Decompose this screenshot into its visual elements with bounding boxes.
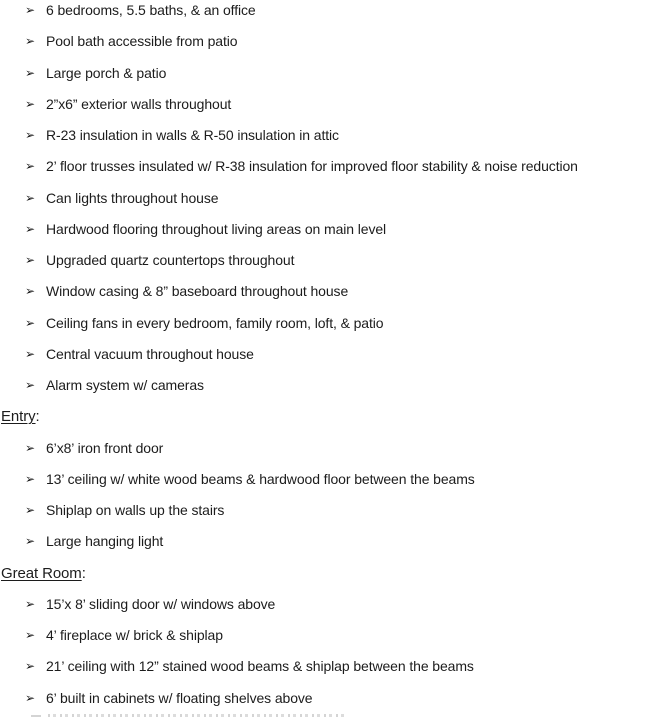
arrow-bullet-icon: ➢ [25, 253, 35, 267]
list-item [0, 314, 653, 345]
list-item [0, 251, 653, 282]
section-heading-entry [0, 407, 653, 438]
list-item-text: Ceiling fans in every bedroom, family room, loft, & patio [46, 314, 384, 331]
arrow-bullet-icon: ➢ [25, 596, 35, 611]
list-item [0, 595, 653, 626]
list-item [0, 345, 653, 376]
list-item [0, 501, 653, 532]
list-item [0, 95, 653, 126]
list-item-text: 6’ built in cabinets w/ floating shelves above [46, 689, 313, 706]
arrow-bullet-icon: ➢ [25, 659, 35, 674]
list-item-text: 4’ fireplace w/ brick & shiplap [46, 627, 223, 643]
section-heading-colon: : [35, 408, 40, 426]
list-item [0, 1, 653, 32]
section-heading-great-room [0, 564, 653, 595]
list-item-text: Large hanging light [46, 533, 164, 550]
list-item [0, 189, 653, 220]
list-item [0, 32, 653, 63]
section-heading-colon: : [81, 564, 86, 582]
clipped-line-bullet-fragment [31, 715, 41, 717]
list-item [0, 532, 653, 563]
list-item-text: Central vacuum throughout house [46, 345, 254, 362]
list-item-text: Can lights throughout house [46, 189, 219, 206]
list-item-text: 6’x8’ iron front door [46, 439, 164, 456]
arrow-bullet-icon: ➢ [25, 346, 35, 361]
arrow-bullet-icon: ➢ [25, 315, 35, 330]
list-item-text: R-23 insulation in walls & R-50 insulation in attic [46, 127, 339, 143]
list-item-text: 13’ ceiling w/ white wood beams & hardwood floor between the beams [46, 470, 475, 487]
arrow-bullet-icon: ➢ [25, 159, 35, 174]
arrow-bullet-icon: ➢ [25, 378, 35, 392]
list-item-text: Large porch & patio [46, 64, 167, 81]
list-item [0, 376, 653, 407]
list-item [0, 439, 653, 470]
arrow-bullet-icon: ➢ [25, 3, 35, 17]
list-item-text: 15’x 8’ sliding door w/ windows above [46, 595, 276, 612]
list-item-text: Window casing & 8” baseboard throughout house [46, 283, 349, 300]
list-item [0, 157, 653, 188]
arrow-bullet-icon: ➢ [25, 534, 35, 549]
list-item-text: Hardwood flooring throughout living areas on main level [46, 220, 387, 237]
section-heading-text: Great Room [1, 564, 82, 582]
section-heading-text: Entry [1, 408, 36, 426]
list-item [0, 126, 653, 157]
list-item [0, 470, 653, 501]
list-item [0, 657, 653, 688]
list-item [0, 282, 653, 313]
list-item-text: 2”x6” exterior walls throughout [46, 95, 232, 112]
arrow-bullet-icon: ➢ [25, 128, 35, 142]
arrow-bullet-icon: ➢ [25, 690, 35, 705]
list-item [0, 626, 653, 657]
arrow-bullet-icon: ➢ [25, 440, 35, 455]
arrow-bullet-icon: ➢ [25, 96, 35, 111]
arrow-bullet-icon: ➢ [25, 65, 35, 80]
arrow-bullet-icon: ➢ [25, 503, 35, 517]
arrow-bullet-icon: ➢ [25, 628, 35, 642]
arrow-bullet-icon: ➢ [25, 221, 35, 236]
list-item-text: Alarm system w/ cameras [46, 377, 204, 393]
arrow-bullet-icon: ➢ [25, 190, 35, 205]
list-item-text: 21’ ceiling with 12” stained wood beams & shiplap between the beams [46, 658, 474, 675]
arrow-bullet-icon: ➢ [25, 471, 35, 486]
clipped-line-fragment [48, 714, 348, 717]
list-item [0, 64, 653, 95]
list-item-text: Upgraded quartz countertops throughout [46, 252, 295, 268]
list-item-text: 2’ floor trusses insulated w/ R-38 insulation for improved floor stability & noise reduction [46, 158, 578, 175]
list-item [0, 220, 653, 251]
list-item-text: 6 bedrooms, 5.5 baths, & an office [46, 2, 256, 18]
list-item-text: Pool bath accessible from patio [46, 33, 238, 50]
arrow-bullet-icon: ➢ [25, 284, 35, 299]
list-item-text: Shiplap on walls up the stairs [46, 502, 225, 518]
arrow-bullet-icon: ➢ [25, 34, 35, 49]
